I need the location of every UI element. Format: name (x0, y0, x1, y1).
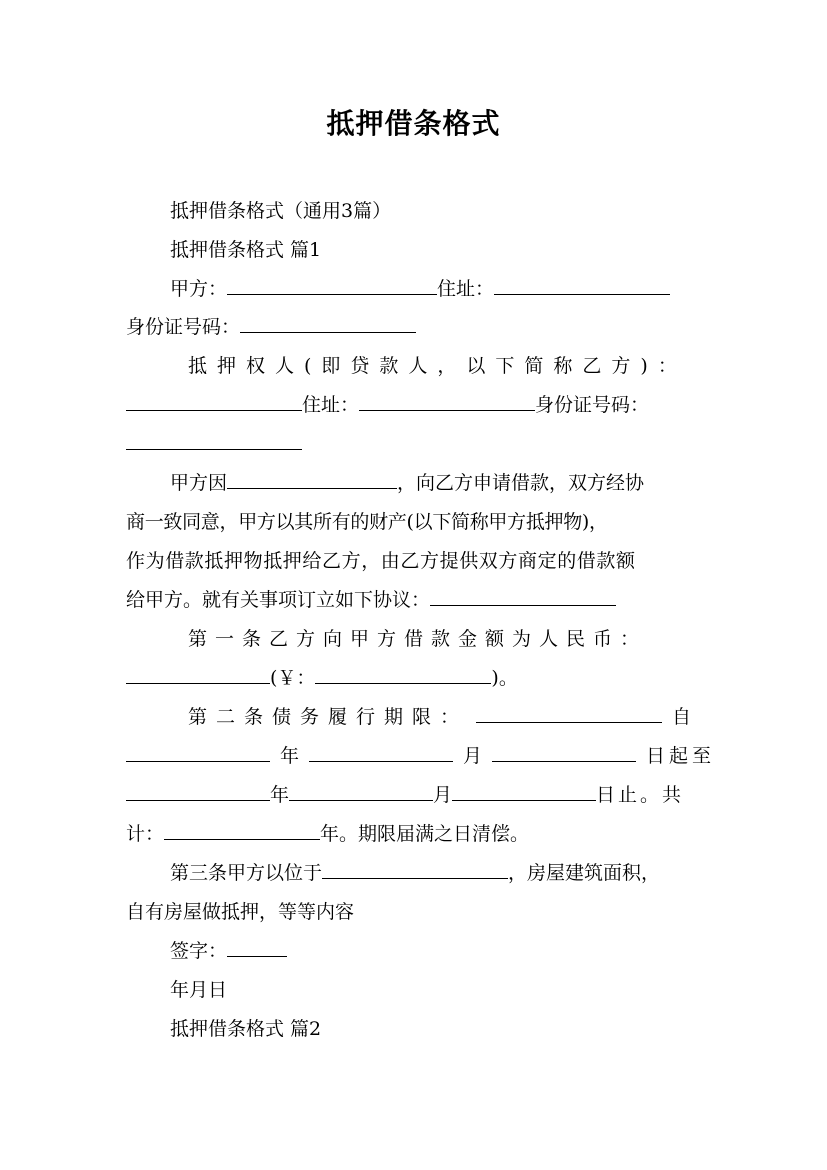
blank-field (309, 745, 453, 762)
clause-1-amount-line: (￥： )。 (126, 665, 701, 691)
body-line-3: 作为借款抵押物抵押给乙方，由乙方提供双方商定的借款额 (126, 550, 636, 572)
blank-field (289, 784, 433, 801)
doc-section-2-heading: 抵押借条格式 篇2 (170, 1018, 322, 1040)
clause-2-start-date-line: 年 月 日起至 (126, 743, 701, 769)
blank-field (164, 823, 320, 840)
blank-field (126, 667, 270, 684)
blank-field (240, 316, 416, 333)
date-line: 年月日 (170, 979, 228, 1001)
mortgagee-address-line: 住址： 身份证号码： (126, 392, 701, 418)
doc-heading-general: 抵押借条格式（通用3篇） (170, 200, 392, 222)
clause-3-line: 第三条甲方以位于 ，房屋建筑面积， (170, 862, 661, 884)
blank-field (494, 278, 670, 295)
clause-2-line: 第二条债务履行期限： 自 (188, 706, 692, 728)
signature-line: 签字： (170, 938, 701, 964)
blank-field (126, 433, 302, 450)
clause-3-continued: 自有房屋做抵押，等等内容 (126, 901, 355, 923)
blank-field (492, 745, 636, 762)
blank-field (126, 784, 270, 801)
body-line-2: 商一致同意，甲方以其所有的财产(以下简称甲方抵押物)， (126, 511, 608, 533)
blank-field (227, 472, 397, 489)
body-line-1: 甲方因 ，向乙方申请借款，双方经协 (170, 472, 645, 494)
blank-field (452, 784, 596, 801)
blank-field (430, 589, 616, 606)
mortgagee-id-blank-line (126, 431, 701, 457)
clause-2-total-line: 计： 年。期限届满之日清偿。 (126, 823, 530, 845)
blank-field (227, 278, 437, 295)
blank-field (126, 394, 302, 411)
clause-1-line: 第一条乙方向甲方借款金额为人民币： (188, 628, 648, 650)
party-a-id-line: 身份证号码： (126, 314, 701, 340)
blank-field (315, 667, 491, 684)
blank-field (322, 862, 508, 879)
doc-section-1-heading: 抵押借条格式 篇1 (170, 239, 322, 261)
blank-field (227, 940, 287, 957)
document-title: 抵押借条格式 (326, 107, 501, 140)
clause-2-end-date-line: 年 月 日止。共 (126, 782, 701, 808)
blank-field (359, 394, 535, 411)
blank-field (126, 745, 270, 762)
body-line-4: 给甲方。就有关事项订立如下协议： (126, 587, 701, 613)
party-a-line: 甲方： 住址： (170, 276, 701, 302)
blank-field (476, 706, 662, 723)
mortgagee-line: 抵押权人(即贷款人，以下简称乙方)： (188, 355, 687, 377)
